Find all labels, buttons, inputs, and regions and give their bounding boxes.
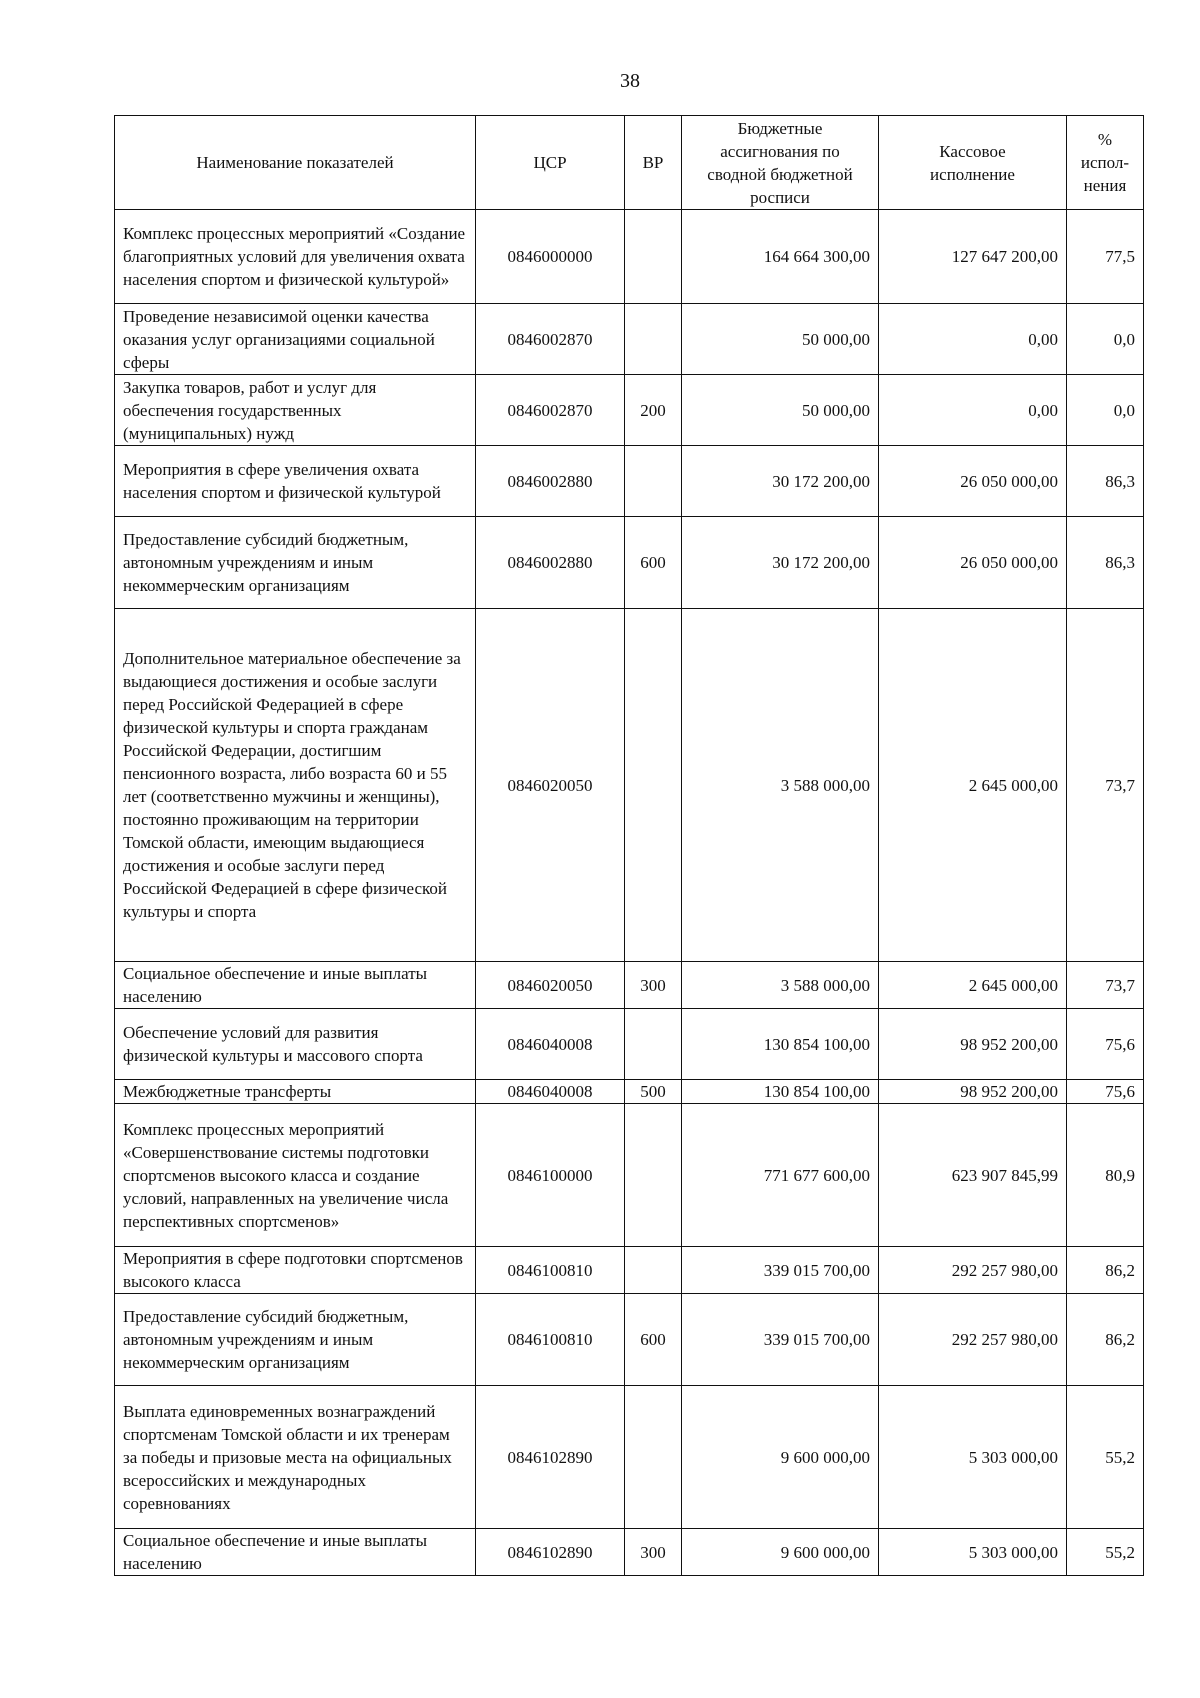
header-percent: % испол-нения: [1067, 116, 1144, 210]
header-row: [115, 116, 1144, 210]
cell-cash: 292 257 980,00: [879, 1294, 1067, 1386]
cell-percent: 86,3: [1067, 517, 1144, 609]
cell-name: Обеспечение условий для развития физической культуры и массового спорта: [115, 1009, 476, 1080]
cell-assigned: 50 000,00: [682, 304, 879, 375]
cell-assigned: 164 664 300,00: [682, 210, 879, 304]
cell-assigned: 339 015 700,00: [682, 1247, 879, 1294]
cell-cash: 98 952 200,00: [879, 1009, 1067, 1080]
cell-assigned: 30 172 200,00: [682, 446, 879, 517]
cell-assigned: 30 172 200,00: [682, 517, 879, 609]
cell-name: Мероприятия в сфере подготовки спортсменов высокого класса: [115, 1247, 476, 1294]
table-row: [115, 1080, 1144, 1104]
cell-vr: 600: [625, 517, 682, 609]
budget-table: [114, 115, 1144, 1576]
table-row: [115, 304, 1144, 375]
table-row: [115, 1529, 1144, 1576]
cell-vr: [625, 1009, 682, 1080]
cell-cash: 2 645 000,00: [879, 962, 1067, 1009]
cell-csr: 0846100810: [476, 1294, 625, 1386]
cell-name: Комплекс процессных мероприятий «Создание благоприятных условий для увеличения охвата населения спортом и физической культурой»: [115, 210, 476, 304]
header-assigned: Бюджетные ассигнования по сводной бюджетной росписи: [682, 116, 879, 210]
cell-percent: 80,9: [1067, 1104, 1144, 1247]
cell-vr: [625, 609, 682, 962]
cell-name: Выплата единовременных вознаграждений спортсменам Томской области и их тренерам за победы и призовые места на официальных всероссийских и международных соревнованиях: [115, 1386, 476, 1529]
cell-vr: [625, 1104, 682, 1247]
header-cash: Кассовое исполнение: [879, 116, 1067, 210]
cell-name: Межбюджетные трансферты: [115, 1080, 476, 1104]
cell-csr: 0846002880: [476, 446, 625, 517]
cell-vr: [625, 210, 682, 304]
cell-percent: 73,7: [1067, 962, 1144, 1009]
cell-csr: 0846002880: [476, 517, 625, 609]
cell-cash: 5 303 000,00: [879, 1386, 1067, 1529]
cell-percent: 86,3: [1067, 446, 1144, 517]
table-row: [115, 375, 1144, 446]
cell-csr: 0846002870: [476, 375, 625, 446]
cell-name: Предоставление субсидий бюджетным, автономным учреждениям и иным некоммерческим организациям: [115, 1294, 476, 1386]
cell-name: Проведение независимой оценки качества оказания услуг организациями социальной сферы: [115, 304, 476, 375]
table-row: [115, 210, 1144, 304]
cell-cash: 2 645 000,00: [879, 609, 1067, 962]
cell-cash: 0,00: [879, 304, 1067, 375]
cell-percent: 55,2: [1067, 1386, 1144, 1529]
cell-cash: 623 907 845,99: [879, 1104, 1067, 1247]
cell-csr: 0846100000: [476, 1104, 625, 1247]
cell-assigned: 9 600 000,00: [682, 1529, 879, 1576]
cell-csr: 0846020050: [476, 609, 625, 962]
table-row: [115, 962, 1144, 1009]
header-name: Наименование показателей: [115, 116, 476, 210]
cell-vr: [625, 446, 682, 517]
table-row: [115, 1386, 1144, 1529]
cell-assigned: 50 000,00: [682, 375, 879, 446]
cell-name: Закупка товаров, работ и услуг для обеспечения государственных (муниципальных) нужд: [115, 375, 476, 446]
cell-cash: 98 952 200,00: [879, 1080, 1067, 1104]
cell-cash: 292 257 980,00: [879, 1247, 1067, 1294]
cell-csr: 0846040008: [476, 1009, 625, 1080]
cell-csr: 0846020050: [476, 962, 625, 1009]
cell-name: Мероприятия в сфере увеличения охвата населения спортом и физической культурой: [115, 446, 476, 517]
header-vr: ВР: [625, 116, 682, 210]
header-csr: ЦСР: [476, 116, 625, 210]
cell-cash: 5 303 000,00: [879, 1529, 1067, 1576]
cell-assigned: 3 588 000,00: [682, 962, 879, 1009]
cell-assigned: 339 015 700,00: [682, 1294, 879, 1386]
cell-csr: 0846102890: [476, 1386, 625, 1529]
cell-csr: 0846100810: [476, 1247, 625, 1294]
cell-vr: [625, 1386, 682, 1529]
cell-name: Предоставление субсидий бюджетным, автономным учреждениям и иным некоммерческим организациям: [115, 517, 476, 609]
cell-cash: 0,00: [879, 375, 1067, 446]
cell-assigned: 771 677 600,00: [682, 1104, 879, 1247]
cell-vr: 300: [625, 1529, 682, 1576]
cell-percent: 0,0: [1067, 304, 1144, 375]
table-row: [115, 609, 1144, 962]
table-row: [115, 1247, 1144, 1294]
cell-percent: 77,5: [1067, 210, 1144, 304]
cell-name: Социальное обеспечение и иные выплаты населению: [115, 1529, 476, 1576]
cell-percent: 0,0: [1067, 375, 1144, 446]
cell-cash: 26 050 000,00: [879, 517, 1067, 609]
cell-vr: 300: [625, 962, 682, 1009]
cell-name: Комплекс процессных мероприятий «Совершенствование системы подготовки спортсменов высокого класса и создание условий, направленных на увеличение числа перспективных спортсменов»: [115, 1104, 476, 1247]
cell-assigned: 9 600 000,00: [682, 1386, 879, 1529]
cell-vr: [625, 1247, 682, 1294]
table-row: [115, 517, 1144, 609]
cell-csr: 0846000000: [476, 210, 625, 304]
cell-vr: 500: [625, 1080, 682, 1104]
cell-percent: 75,6: [1067, 1009, 1144, 1080]
cell-percent: 75,6: [1067, 1080, 1144, 1104]
cell-percent: 55,2: [1067, 1529, 1144, 1576]
cell-assigned: 130 854 100,00: [682, 1009, 879, 1080]
cell-vr: 600: [625, 1294, 682, 1386]
table-row: [115, 446, 1144, 517]
cell-vr: 200: [625, 375, 682, 446]
cell-percent: 86,2: [1067, 1294, 1144, 1386]
cell-assigned: 3 588 000,00: [682, 609, 879, 962]
cell-percent: 73,7: [1067, 609, 1144, 962]
table-row: [115, 1104, 1144, 1247]
cell-vr: [625, 304, 682, 375]
cell-csr: 0846040008: [476, 1080, 625, 1104]
cell-cash: 26 050 000,00: [879, 446, 1067, 517]
cell-csr: 0846002870: [476, 304, 625, 375]
cell-csr: 0846102890: [476, 1529, 625, 1576]
table-row: [115, 1294, 1144, 1386]
cell-percent: 86,2: [1067, 1247, 1144, 1294]
cell-name: Социальное обеспечение и иные выплаты населению: [115, 962, 476, 1009]
cell-name: Дополнительное материальное обеспечение за выдающиеся достижения и особые заслуги перед Российской Федерацией в сфере физической культуры и спорта гражданам Российской Федерации, достигшим пенсионного возраста, либо возраста 60 и 55 лет (соответственно мужчины и женщины), постоянно проживающим на территории Томской области, имеющим выдающиеся достижения и особые заслуги перед Российской Федерацией в сфере физической культуры и спорта: [115, 609, 476, 962]
page-number: 38: [620, 70, 640, 92]
table-row: [115, 1009, 1144, 1080]
cell-assigned: 130 854 100,00: [682, 1080, 879, 1104]
cell-cash: 127 647 200,00: [879, 210, 1067, 304]
